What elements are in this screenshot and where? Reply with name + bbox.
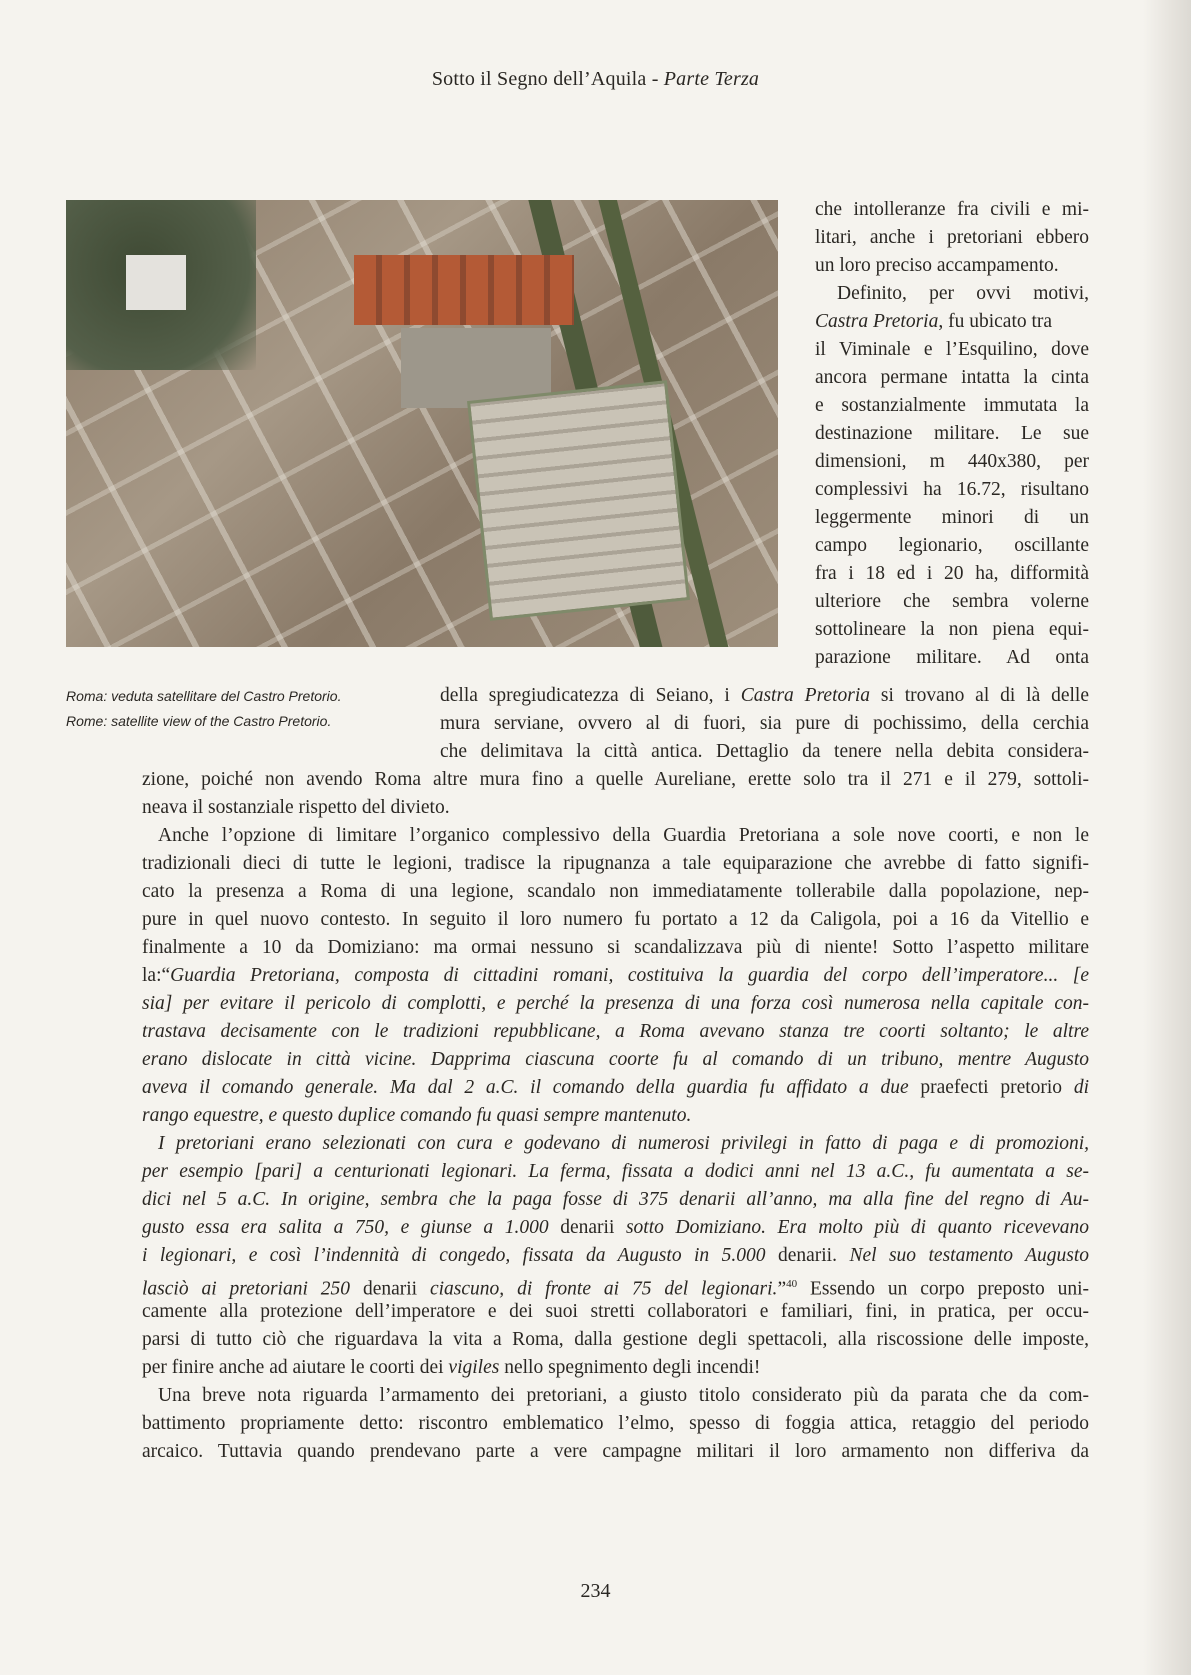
- text-italic: trastava decisamente con le tradizioni repubblicane, a Roma avevano stanza tre coorti soltanto; le altre: [142, 1021, 1089, 1042]
- text-line: pure in quel nuovo contesto. In seguito il loro numero fu portato a 12 da Caligola, poi a 16 da Vitellio e: [142, 909, 1089, 930]
- header-title: Sotto il Segno dell’Aquila: [431, 68, 647, 90]
- text-italic: erano dislocate in città vicine. Dapprima ciascuna coorte fu al comando di un tribuno, mentre Augusto: [142, 1049, 1089, 1070]
- text-span: si trovano al di là delle: [870, 685, 1089, 706]
- text-italic: gusto essa era salita a 750, e giunse a 1.000: [142, 1217, 549, 1238]
- text-line: litari, anche i pretoriani ebbero: [815, 227, 1089, 248]
- text-line: che delimitava la città antica. Dettaglio da tenere nella debita considera-: [440, 741, 1089, 762]
- text-line: ancora permane intatta la cinta: [815, 367, 1089, 388]
- satellite-photo: [66, 200, 778, 647]
- text-span: praefecti pretorio: [908, 1077, 1074, 1098]
- page-spine-shadow: [1143, 0, 1191, 1675]
- text-italic: rango equestre, e questo duplice comando fu quasi sempre mantenuto.: [142, 1105, 692, 1126]
- text-line: [142, 1046, 1089, 1074]
- text-line: leggermente minori di un: [815, 507, 1089, 528]
- text-line: parazione militare. Ad onta: [815, 647, 1089, 668]
- text-line: [142, 1242, 1089, 1270]
- text-line: [142, 1158, 1089, 1186]
- photo-white-building: [126, 255, 186, 310]
- text-line: [142, 1214, 1089, 1242]
- text-span: , fu ubicato tra: [938, 311, 1053, 332]
- footnote-ref: 40: [786, 1278, 798, 1290]
- text-span: denarii: [350, 1278, 430, 1300]
- header-separator: -: [646, 68, 664, 90]
- text-line: [142, 1186, 1089, 1214]
- text-line: complessivi ha 16.72, risultano: [815, 479, 1089, 500]
- text-span: ”: [777, 1278, 787, 1300]
- text-line: [440, 682, 1089, 710]
- header-part: Parte Terza: [663, 68, 760, 90]
- text-line: mura serviane, ovvero al di fuori, sia pure di pochissimo, della cerchia: [440, 713, 1089, 734]
- text-line: [142, 1354, 760, 1382]
- text-line: battimento propriamente detto: riscontro emblematico l’elmo, spesso di foggia attica, retaggio del periodo: [142, 1413, 1089, 1434]
- text-line: un loro preciso accampamento.: [815, 255, 1059, 276]
- text-line: arcaico. Tuttavia quando prendevano parte a vere campagne militari il loro armamento non differiva da: [142, 1441, 1089, 1462]
- text-line: camente alla protezione dell’imperatore e dei suoi stretti collaboratori e familiari, fini, in pratica, per occu-: [142, 1301, 1089, 1322]
- photo-red-roofs: [354, 255, 574, 325]
- text-line: [142, 1018, 1089, 1046]
- text-line: cato la presenza a Roma di una legione, scandalo non immediatamente tollerabile dalla popolazione, nep-: [142, 881, 1089, 902]
- text-line: tradizionali dieci di tutte le legioni, tradisce la ripugnanza a tale equiparazione che avrebbe di fatto signifi-: [142, 853, 1089, 874]
- text-italic: Guardia Pretoriana, composta di cittadini romani, costituiva la guardia del corpo dell’imperatore... [e: [170, 965, 1089, 986]
- text-italic: sia] per evitare il pericolo di complotti, e perché la presenza di una forza così numerosa nella capitale con-: [142, 993, 1089, 1014]
- text-span: la:“: [142, 965, 171, 986]
- text-italic: I pretoriani erano selezionati con cura e godevano di numerosi privilegi in fatto di paga e di promozioni,: [158, 1133, 1089, 1154]
- text-span: denarii.: [765, 1245, 850, 1266]
- text-line: [142, 990, 1089, 1018]
- text-italic: vigiles: [448, 1357, 500, 1378]
- text-italic: lasciò ai pretoriani 250: [142, 1278, 351, 1300]
- text-line: [142, 962, 1089, 990]
- text-line: Una breve nota riguarda l’armamento dei pretoriani, a giusto titolo considerato più da parata che da com-: [158, 1385, 1089, 1406]
- running-header: [0, 68, 1191, 91]
- text-line: e sostanzialmente immutata la: [815, 395, 1089, 416]
- text-italic: di: [1073, 1077, 1089, 1098]
- text-span: nello spegnimento degli incendi!: [499, 1357, 761, 1378]
- text-line: parsi di tutto ciò che riguardava la vita a Roma, dalla gestione degli spettacoli, alla riscossione delle imposte,: [142, 1329, 1089, 1350]
- text-line: zione, poiché non avendo Roma altre mura fino a quelle Aureliane, erette solo tra il 271 e il 279, sottoli-: [142, 769, 1089, 790]
- text-line: sottolineare la non piena equi-: [815, 619, 1089, 640]
- text-line: destinazione militare. Le sue: [815, 423, 1089, 444]
- text-italic: per esempio [pari] a centurionati legionari. La ferma, fissata a dodici anni nel 13 a.C., fu aumentata a se-: [142, 1161, 1089, 1182]
- page-number: 234: [580, 1580, 611, 1602]
- text-line: ulteriore che sembra volerne: [815, 591, 1089, 612]
- text-line: il Viminale e l’Esquilino, dove: [815, 339, 1089, 360]
- text-line: finalmente a 10 da Domiziano: ma ormai nessuno si scandalizzava più di niente! Sotto l’aspetto militare: [142, 937, 1089, 958]
- text-line: [142, 1102, 691, 1130]
- text-span: denarii: [548, 1217, 626, 1238]
- text-italic: Nel suo testamento Augusto: [849, 1245, 1090, 1266]
- text-line: che intolleranze fra civili e mi-: [815, 199, 1089, 220]
- text-span: della spregiudicatezza di Seiano, i: [440, 685, 741, 706]
- photo-barracks-block: [467, 380, 690, 621]
- text-italic: i legionari, e così l’indennità di congedo, fissata da Augusto in 5.000: [142, 1245, 766, 1266]
- text-line: [142, 1074, 1089, 1102]
- text-line: [815, 308, 1052, 336]
- text-italic: ciascuno, di fronte ai 75 del legionari.: [429, 1278, 778, 1300]
- text-line: Anche l’opzione di limitare l’organico complessivo della Guardia Pretoriana a sole nove coorti, e non le: [158, 825, 1089, 846]
- text-span: per finire anche ad aiutare le coorti dei: [142, 1357, 449, 1378]
- text-span: Essendo un corpo preposto uni-: [797, 1278, 1090, 1300]
- text-italic: Castra Pretoria: [740, 685, 871, 706]
- castra-pretoria-italic: Castra Pretoria: [815, 311, 939, 332]
- text-line: dimensioni, m 440x380, per: [815, 451, 1089, 472]
- text-line: Definito, per ovvi motivi,: [837, 283, 1089, 304]
- text-line: [158, 1130, 1089, 1158]
- text-line: neava il sostanziale rispetto del divieto.: [142, 797, 450, 818]
- figure-caption-english: Rome: satellite view of the Castro Pretorio.: [66, 713, 332, 729]
- text-italic: sotto Domiziano. Era molto più di quanto ricevevano: [625, 1217, 1089, 1238]
- text-italic: aveva il comando generale. Ma dal 2 a.C. il comando della guardia fu affidato a due: [142, 1077, 909, 1098]
- text-line: fra i 18 ed i 20 ha, difformità: [815, 563, 1089, 584]
- text-line: campo legionario, oscillante: [815, 535, 1089, 556]
- text-italic: dici nel 5 a.C. In origine, sembra che la paga fosse di 375 denarii all’anno, ma alla fine del regno di Au-: [142, 1189, 1089, 1210]
- figure-caption-italian: Roma: veduta satellitare del Castro Pretorio.: [66, 688, 342, 704]
